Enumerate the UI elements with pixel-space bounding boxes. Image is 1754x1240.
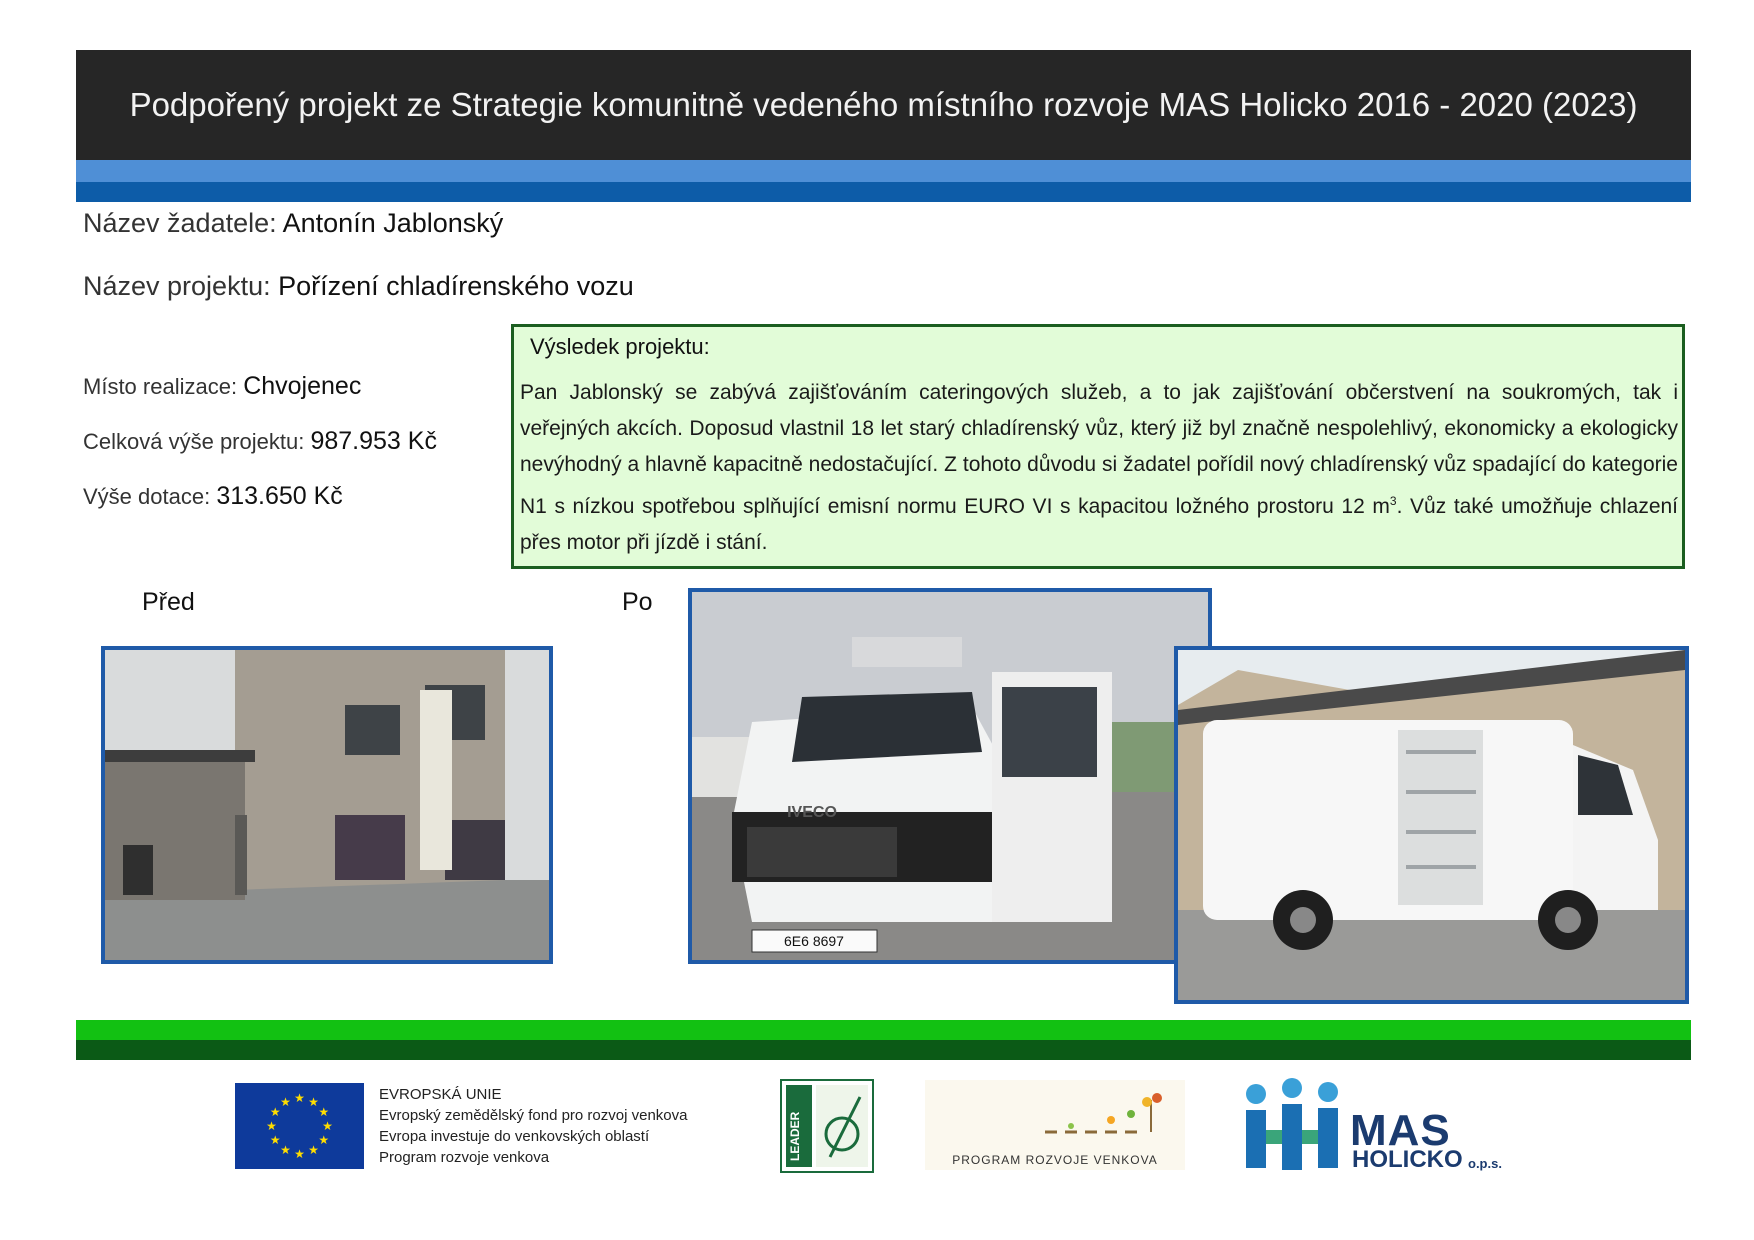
mas-ops: o.p.s. (1468, 1156, 1502, 1171)
eu-star: ★ (318, 1105, 330, 1119)
eu-star: ★ (266, 1119, 277, 1133)
eu-star: ★ (269, 1133, 281, 1147)
header-band-light (76, 160, 1691, 182)
eu-star: ★ (308, 1143, 319, 1158)
prv-plants-icon (925, 1080, 1185, 1150)
applicant-value: Antonín Jablonský (282, 208, 504, 238)
license-plate: 6E6 8697 (784, 933, 844, 949)
total-value: 987.953 Kč (310, 427, 437, 455)
grant-value: 313.650 Kč (216, 482, 343, 510)
result-title: Výsledek projektu: (530, 334, 710, 359)
building-image (105, 650, 549, 960)
place-value: Chvojenec (243, 372, 362, 400)
eu-star: ★ (318, 1133, 330, 1147)
mas-people-icon (1240, 1078, 1350, 1178)
eu-line-1: EVROPSKÁ UNIE (379, 1086, 502, 1103)
mas-subtitle: HOLICKO (1352, 1146, 1463, 1173)
after-photo-side (1174, 646, 1689, 1004)
project-label: Název projektu: (83, 271, 271, 301)
header-band-dark (76, 182, 1691, 202)
eu-line-4: Program rozvoje venkova (379, 1149, 550, 1166)
eu-star: ★ (294, 1091, 305, 1105)
grant-label: Výše dotace: (83, 484, 211, 509)
after-photo-front (688, 588, 1212, 964)
leader-logo (780, 1079, 874, 1173)
eu-star: ★ (280, 1143, 291, 1158)
eu-stars-icon (235, 1083, 364, 1169)
project-value: Pořízení chladírenského vozu (278, 271, 634, 301)
total-row (83, 427, 437, 456)
leader-icon (780, 1079, 874, 1173)
result-text-superscript: 3 (1389, 494, 1397, 508)
result-text-end: . Vůz také umožňuje chlazení přes motor při jízdě i stání. (520, 495, 1679, 554)
van-side-image (1178, 650, 1685, 1000)
before-label: Před (142, 588, 195, 616)
eu-star: ★ (308, 1094, 319, 1109)
prv-label: PROGRAM ROZVOJE VENKOVA (952, 1153, 1158, 1167)
applicant-row (83, 208, 503, 239)
van-brand-badge: IVECO (787, 804, 837, 821)
footer-band-dark (76, 1040, 1691, 1060)
result-text-body: Pan Jablonský se zabývá zajišťováním cateringových služeb, a to jak zajišťování občerstvení na soukromých, tak i veřejných akcích. Doposud vlastnil 18 let starý chladírenský vůz, který již byl značně nespolehlivý, ekonomicky a ekologicky nevýhodný a hlavně kapacitně nedostačující. Z tohoto důvodu si žadatel pořídil nový chladírenský vůz spadající do kategorie N1 s nízkou spotřebou splňující emisní normu EURO VI s kapacitou ložného prostoru 12 m (520, 381, 1678, 518)
after-label: Po (622, 588, 653, 616)
before-photo (101, 646, 553, 964)
leader-label: LEADER (788, 1111, 802, 1161)
mas-title: MAS (1350, 1106, 1451, 1155)
place-row (83, 372, 361, 401)
footer-band-light (76, 1020, 1691, 1040)
eu-star: ★ (294, 1147, 305, 1161)
eu-star: ★ (269, 1105, 281, 1119)
eu-star: ★ (280, 1094, 291, 1109)
total-label: Celková výše projektu: (83, 429, 305, 454)
result-text (520, 375, 1678, 561)
project-row (83, 271, 634, 302)
eu-line-2: Evropský zemědělský fond pro rozvoj venkova (379, 1107, 688, 1124)
eu-star: ★ (322, 1119, 333, 1133)
grant-row (83, 482, 343, 511)
eu-flag-logo (235, 1083, 364, 1169)
applicant-label: Název žadatele: (83, 208, 277, 238)
van-front-image (692, 592, 1208, 960)
page-title: Podpořený projekt ze Strategie komunitně vedeného místního rozvoje MAS Holicko 2016 - 2020 (2023) (129, 86, 1638, 123)
place-label: Místo realizace: (83, 374, 238, 399)
eu-line-3: Evropa investuje do venkovských oblastí (379, 1128, 650, 1145)
eu-text (379, 1084, 687, 1168)
